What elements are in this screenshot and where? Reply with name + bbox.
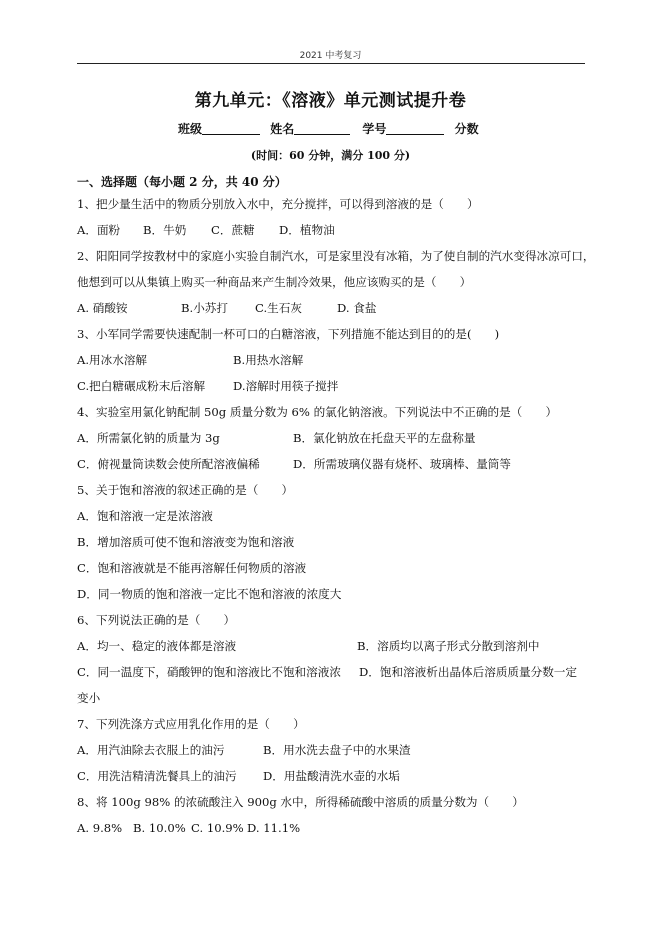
time-note: (时间：60 分钟，满分 100 分) xyxy=(250,149,411,162)
question-stem: 4、实验室用氯化钠配制 50g 质量分数为 6% 的氯化钠溶液。下列说法中不正确的是（ ） xyxy=(77,405,558,419)
option: C.生石灰 xyxy=(255,301,302,315)
option: A．饱和溶液一定是浓溶液 xyxy=(77,509,213,523)
question-stem-continued: 他想到可以从集镇上购买一种商品来产生制冷效果，他应该购买的是（ ） xyxy=(77,275,472,289)
option: A. 9.8% xyxy=(77,821,123,835)
score-label: 分数 xyxy=(454,122,479,136)
option: C.把白糖碾成粉末后溶解 xyxy=(77,379,206,393)
option: D．所需玻璃仪器有烧杯、玻璃棒、量筒等 xyxy=(293,457,511,471)
page-header: 2021 中考复习 xyxy=(299,51,362,61)
option: A．用汽油除去衣服上的油污 xyxy=(77,743,225,757)
option: B．牛奶 xyxy=(143,223,187,237)
option: C．饱和溶液就是不能再溶解任何物质的溶液 xyxy=(77,561,307,575)
name-blank xyxy=(294,122,350,135)
option: A.用冰水溶解 xyxy=(77,353,148,367)
id-label: 学号 xyxy=(362,122,387,136)
option: C．蔗糖 xyxy=(211,223,255,237)
option: D．饱和溶液析出晶体后溶质质量分数一定 xyxy=(359,665,577,679)
class-blank xyxy=(202,122,260,135)
option: C. 10.9% xyxy=(191,821,244,835)
option: B．用水洗去盘子中的水果渣 xyxy=(263,743,411,757)
name-label: 姓名 xyxy=(270,122,295,136)
section-title: 一、选择题（每小题 2 分，共 40 分） xyxy=(77,175,287,189)
question-stem: 7、下列洗涤方式应用乳化作用的是（ ） xyxy=(77,717,305,731)
option: A．均一、稳定的液体都是溶液 xyxy=(77,639,237,653)
option: C．俯视量筒读数会使所配溶液偏稀 xyxy=(77,457,260,471)
option: B．氯化钠放在托盘天平的左盘称量 xyxy=(293,431,476,445)
question-stem: 8、将 100g 98% 的浓硫酸注入 900g 水中，所得稀硫酸中溶质的质量分数为（ ） xyxy=(77,795,524,809)
option: D．用盐酸清洗水壶的水垢 xyxy=(263,769,400,783)
class-label: 班级 xyxy=(178,122,203,136)
question-stem: 5、关于饱和溶液的叙述正确的是（ ） xyxy=(77,483,294,497)
option: A．所需氯化钠的质量为 3g xyxy=(77,431,220,445)
option: B. 10.0% xyxy=(133,821,186,835)
question-stem: 2、阳阳同学按教材中的家庭小实验自制汽水，可是家里没有冰箱，为了使自制的汽水变得冰凉可口， xyxy=(77,249,595,263)
student-info-row xyxy=(178,120,598,137)
document-title: 第九单元：《溶液》单元测试提升卷 xyxy=(194,91,467,111)
option: D. 食盐 xyxy=(337,301,377,315)
id-blank xyxy=(386,122,444,135)
option: B.小苏打 xyxy=(181,301,228,315)
option-continued: 变小 xyxy=(77,691,101,705)
question-stem: 1、把少量生活中的物质分别放入水中，充分搅拌，可以得到溶液的是（ ） xyxy=(77,197,479,211)
option: C．用洗洁精清洗餐具上的油污 xyxy=(77,769,237,783)
option: A. 硝酸铵 xyxy=(77,301,128,315)
header-divider xyxy=(77,63,585,64)
question-stem: 6、下列说法正确的是（ ） xyxy=(77,613,236,627)
option: B．溶质均以离子形式分散到溶剂中 xyxy=(357,639,540,653)
option: D. 11.1% xyxy=(247,821,301,835)
option: D.溶解时用筷子搅拌 xyxy=(233,379,339,393)
option: C．同一温度下，硝酸钾的饱和溶液比不饱和溶液浓 xyxy=(77,665,341,679)
question-stem: 3、小军同学需要快速配制一杯可口的白糖溶液，下列措施不能达到目的的是( ) xyxy=(77,327,500,341)
option: D．植物油 xyxy=(279,223,335,237)
option: D．同一物质的饱和溶液一定比不饱和溶液的浓度大 xyxy=(77,587,342,601)
option: B．增加溶质可使不饱和溶液变为饱和溶液 xyxy=(77,535,295,549)
option: B.用热水溶解 xyxy=(233,353,304,367)
option: A．面粉 xyxy=(77,223,121,237)
